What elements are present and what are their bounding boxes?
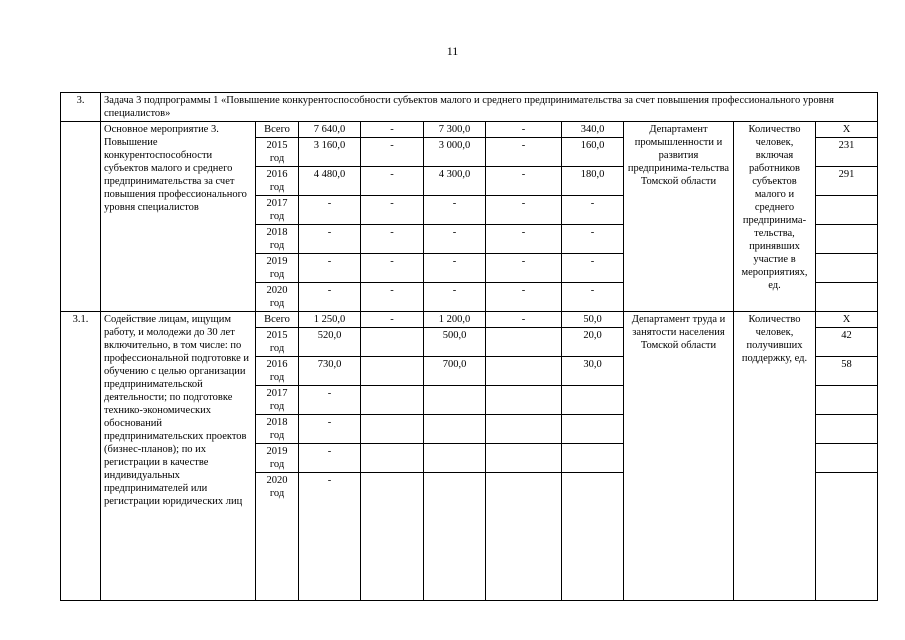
federal-cell: - xyxy=(361,225,424,254)
total-cell: - xyxy=(299,283,361,312)
other-cell: - xyxy=(562,225,624,254)
other-cell: 180,0 xyxy=(562,167,624,196)
local-cell: - xyxy=(486,312,562,328)
federal-cell: - xyxy=(361,138,424,167)
other-cell xyxy=(562,415,624,444)
local-cell: - xyxy=(486,283,562,312)
indicator-value xyxy=(816,196,878,225)
federal-cell: - xyxy=(361,283,424,312)
table-row xyxy=(61,122,878,138)
local-cell: - xyxy=(486,225,562,254)
year-cell: 2019 год xyxy=(256,444,299,473)
task-number: 3. xyxy=(61,93,101,122)
local-cell xyxy=(486,415,562,444)
year-cell: 2017 год xyxy=(256,196,299,225)
other-cell: - xyxy=(562,283,624,312)
other-cell: - xyxy=(562,254,624,283)
indicator-value: 58 xyxy=(816,357,878,386)
indicator-value: 42 xyxy=(816,328,878,357)
regional-cell: 7 300,0 xyxy=(424,122,486,138)
total-cell: - xyxy=(299,386,361,415)
federal-cell xyxy=(361,473,424,601)
local-cell xyxy=(486,357,562,386)
page-number: 11 xyxy=(446,44,459,58)
indicator: Количество человек, получивших поддержку, ед. xyxy=(734,312,816,601)
year-cell: 2019 год xyxy=(256,254,299,283)
other-cell: 160,0 xyxy=(562,138,624,167)
federal-cell xyxy=(361,444,424,473)
regional-cell: 1 200,0 xyxy=(424,312,486,328)
department: Департамент промышленности и развития предпринима-тельства Томской области xyxy=(624,122,734,312)
year-cell: Всего xyxy=(256,312,299,328)
regional-cell: - xyxy=(424,254,486,283)
department: Департамент труда и занятости населения Томской области xyxy=(624,312,734,601)
other-cell: 30,0 xyxy=(562,357,624,386)
year-cell: 2016 год xyxy=(256,167,299,196)
federal-cell xyxy=(361,386,424,415)
task-title: Задача 3 подпрограммы 1 «Повышение конкурентоспособности субъектов малого и среднего предпринимательства за счет повышения профессионального уровня специалистов» xyxy=(101,93,878,122)
regional-cell: - xyxy=(424,196,486,225)
indicator-value xyxy=(816,415,878,444)
indicator-value xyxy=(816,254,878,283)
indicator-value xyxy=(816,473,878,601)
year-cell: 2015 год xyxy=(256,328,299,357)
indicator: Количество человек, включая работников субъектов малого и среднего предпринима-тельства, принявших участие в мероприятиях, ед. xyxy=(734,122,816,312)
federal-cell: - xyxy=(361,312,424,328)
total-cell: 1 250,0 xyxy=(299,312,361,328)
total-cell: - xyxy=(299,254,361,283)
table-body xyxy=(61,93,878,601)
other-cell: 340,0 xyxy=(562,122,624,138)
indicator-value: 231 xyxy=(816,138,878,167)
year-cell: 2017 год xyxy=(256,386,299,415)
local-cell xyxy=(486,328,562,357)
local-cell: - xyxy=(486,196,562,225)
total-cell: 520,0 xyxy=(299,328,361,357)
federal-cell: - xyxy=(361,167,424,196)
local-cell: - xyxy=(486,167,562,196)
local-cell xyxy=(486,444,562,473)
block-number xyxy=(61,122,101,312)
other-cell: - xyxy=(562,196,624,225)
activity-name: Содействие лицам, ищущим работу, и молодежи до 30 лет включительно, в том числе: по профессиональной подготовке и обучению с целью организации предпринимательской деятельности; по подготовке технико-экономических обоснований предпринимательских проектов (бизнес-планов); по их регистрации в качестве индивидуальных предпринимателей или регистрации юридических лиц xyxy=(101,312,256,601)
year-cell: 2016 год xyxy=(256,357,299,386)
total-cell: 730,0 xyxy=(299,357,361,386)
year-cell: 2020 год xyxy=(256,283,299,312)
task-row xyxy=(61,93,878,122)
program-table xyxy=(60,92,878,601)
federal-cell xyxy=(361,415,424,444)
total-cell: - xyxy=(299,196,361,225)
table-row xyxy=(61,312,878,328)
other-cell xyxy=(562,386,624,415)
other-cell: 50,0 xyxy=(562,312,624,328)
other-cell: 20,0 xyxy=(562,328,624,357)
local-cell: - xyxy=(486,254,562,283)
federal-cell: - xyxy=(361,196,424,225)
regional-cell xyxy=(424,473,486,601)
activity-name: Основное мероприятие 3. Повышение конкурентоспособности субъектов малого и среднего предпринимательства за счет повышения профессионального уровня специалистов xyxy=(101,122,256,312)
regional-cell: 700,0 xyxy=(424,357,486,386)
federal-cell: - xyxy=(361,254,424,283)
indicator-value xyxy=(816,444,878,473)
indicator-value xyxy=(816,283,878,312)
total-cell: - xyxy=(299,444,361,473)
indicator-value xyxy=(816,225,878,254)
other-cell xyxy=(562,444,624,473)
year-cell: Всего xyxy=(256,122,299,138)
total-cell: 4 480,0 xyxy=(299,167,361,196)
year-cell: 2015 год xyxy=(256,138,299,167)
regional-cell xyxy=(424,386,486,415)
block-number: 3.1. xyxy=(61,312,101,601)
year-cell: 2018 год xyxy=(256,225,299,254)
total-cell: 7 640,0 xyxy=(299,122,361,138)
regional-cell: 3 000,0 xyxy=(424,138,486,167)
federal-cell xyxy=(361,328,424,357)
regional-cell: - xyxy=(424,225,486,254)
regional-cell: - xyxy=(424,283,486,312)
regional-cell: 500,0 xyxy=(424,328,486,357)
indicator-value: Х xyxy=(816,122,878,138)
regional-cell xyxy=(424,444,486,473)
total-cell: - xyxy=(299,415,361,444)
local-cell: - xyxy=(486,138,562,167)
local-cell xyxy=(486,473,562,601)
total-cell: - xyxy=(299,473,361,601)
indicator-value: 291 xyxy=(816,167,878,196)
total-cell: 3 160,0 xyxy=(299,138,361,167)
indicator-value: Х xyxy=(816,312,878,328)
regional-cell: 4 300,0 xyxy=(424,167,486,196)
year-cell: 2018 год xyxy=(256,415,299,444)
federal-cell: - xyxy=(361,122,424,138)
total-cell: - xyxy=(299,225,361,254)
federal-cell xyxy=(361,357,424,386)
local-cell: - xyxy=(486,122,562,138)
other-cell xyxy=(562,473,624,601)
year-cell: 2020 год xyxy=(256,473,299,601)
regional-cell xyxy=(424,415,486,444)
indicator-value xyxy=(816,386,878,415)
local-cell xyxy=(486,386,562,415)
